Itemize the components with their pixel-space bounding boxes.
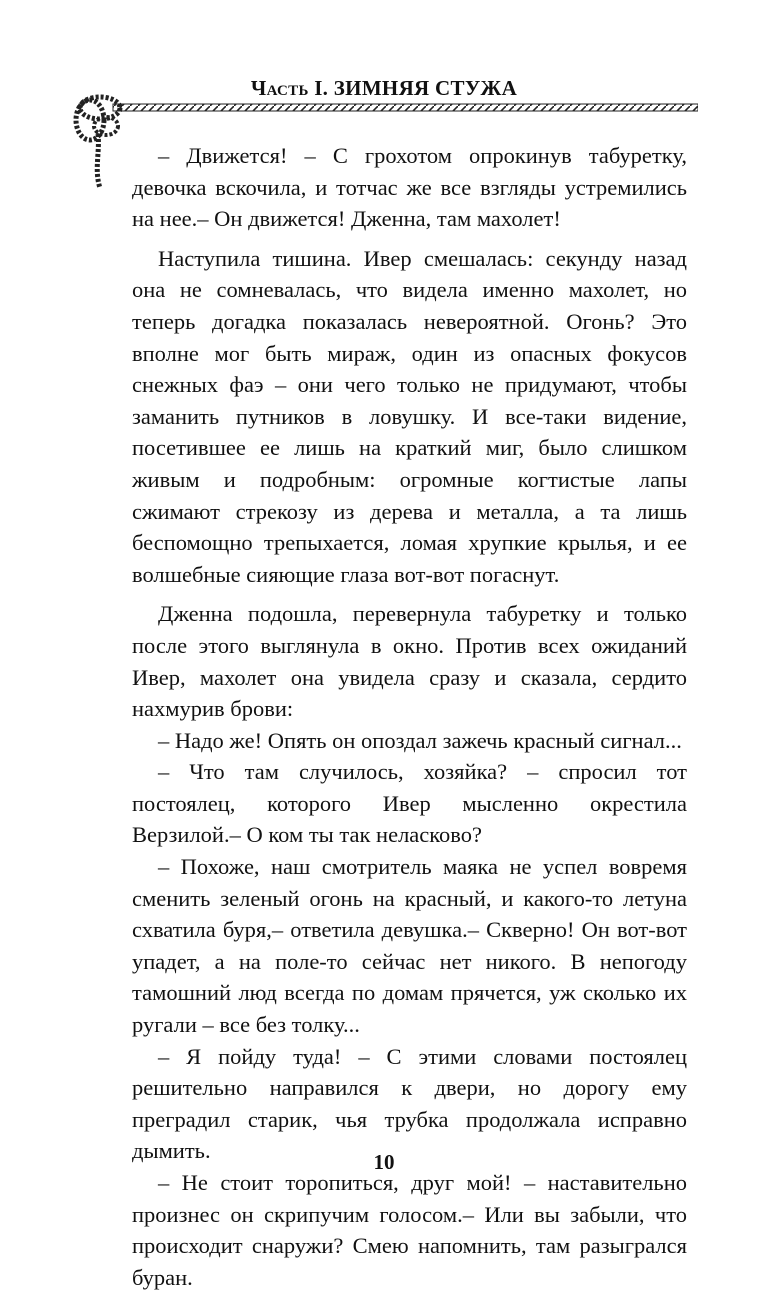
paragraph: – Я пойду туда! – С этими словами постоялец решительно направился к двери, но дорогу ему преградил старик, чья трубка продолжала исправно дымить. xyxy=(132,1043,687,1164)
paragraph: – Движется! – С грохотом опрокинув табуретку, девочка вскочила, и тотчас же все взгляды устремились на нее.– Он движется! Дженна, там махолет! xyxy=(132,143,687,232)
chapter-title: ЗИМНЯЯ СТУЖА xyxy=(333,76,518,100)
paragraph: – Не стоит торопиться, друг мой! – наставительно произнес он скрипучим голосом.– Или вы забыли, что происходит снаружи? Смею напомнить, там разыгрался буран. xyxy=(132,1170,687,1290)
paragraph: – Похоже, наш смотритель маяка не успел вовремя сменить зеленый огонь на красный, и какого-то летуна схватила буря,– ответила девушка.– Скверно! Он вот-вот упадет, а на поле-то сейчас нет никого. В непогоду тамошний люд всегда по домам прячется, уж сколько их ругали – все без толку... xyxy=(132,854,687,1038)
paragraph: Наступила тишина. Ивер смешалась: секунду назад она не сомневалась, что видела именно махолет, но теперь догадка показалась невероятной. Огонь? Это вполне мог быть мираж, один из опасных фокусов снежных фаэ – они чего только не придумают, чтобы заманить путников в ловушку. И все-таки видение, посетившее ее лишь на краткий миг, было слишком живым и подробным: огромные когтистые лапы сжимают стрекозу из дерева и металла, а та лишь беспомощно трепыхается, ломая хрупкие крылья, и ее волшебные сияющие глаза вот-вот погаснут. xyxy=(132,245,687,587)
page-number: 10 xyxy=(373,1150,395,1174)
page-body xyxy=(132,140,687,1293)
paragraph: – Что там случилось, хозяйка? – спросил тот постоялец, которого Ивер мысленно окрестила Верзилой.– О ком ты так неласково? xyxy=(132,759,687,848)
paragraph: – Надо же! Опять он опоздал зажечь красный сигнал... xyxy=(158,727,682,753)
part-label: Часть I. xyxy=(250,76,329,100)
paragraph: Дженна подошла, перевернула табуретку и только после этого выглянула в окно. Против всех ожиданий Ивер, махолет она увидела сразу и сказала, сердито нахмурив брови: xyxy=(132,601,687,722)
